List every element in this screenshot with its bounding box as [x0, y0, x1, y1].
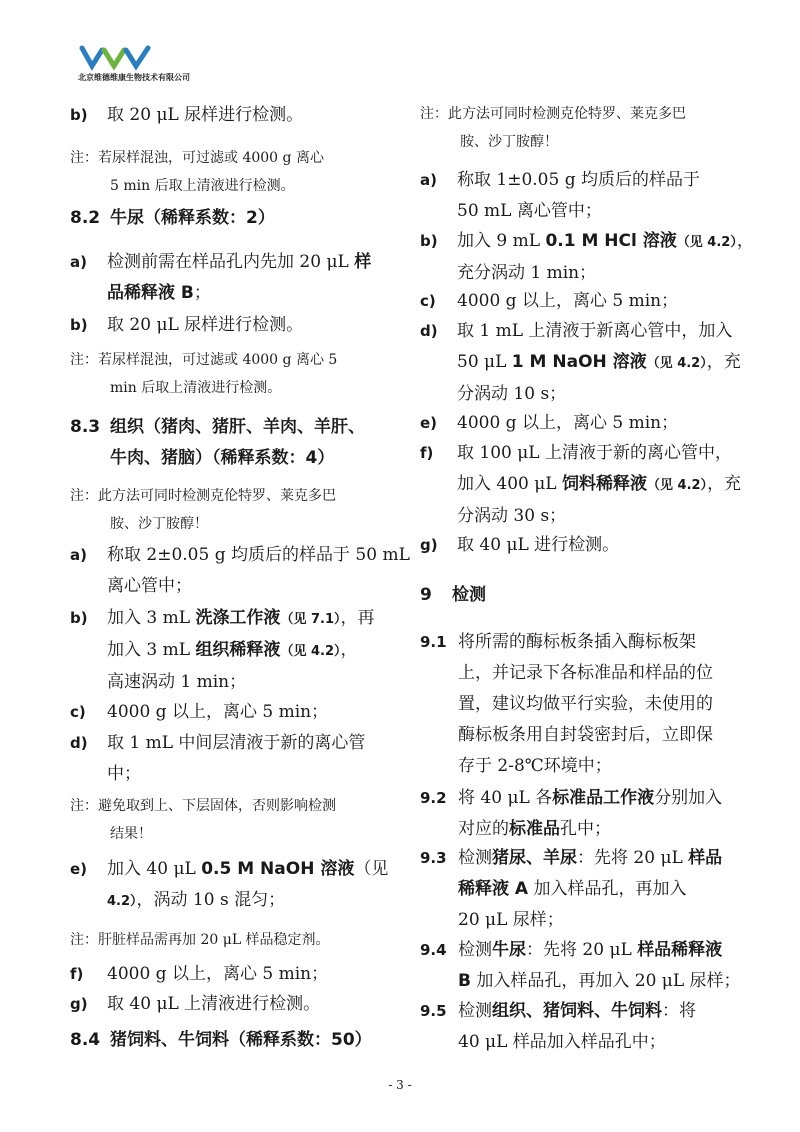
note: 注：若尿样混浊，可过滤或 4000 g 离心 5 min 后取上清液进行检测。: [70, 352, 338, 396]
company-name: 北京维德维康生物技术有限公司: [78, 73, 190, 82]
page-number: - 3 -: [388, 1078, 412, 1092]
note: 注：此方法可同时检测克伦特罗、莱克多巴 胺、沙丁胺醇！: [420, 106, 686, 150]
company-logo: [78, 44, 208, 84]
note: 注：此方法可同时检测克伦特罗、莱克多巴 胺、沙丁胺醇！: [70, 488, 336, 532]
note: 注：若尿样混浊，可过滤或 4000 g 离心 5 min 后取上清液进行检测。: [70, 150, 324, 194]
logo-mark-icon: [78, 44, 168, 72]
note: 注：肝脏样品需再加 20 μL 样品稳定剂。: [70, 932, 330, 948]
note: 注：避免取到上、下层固体，否则影响检测 结果！: [70, 798, 336, 842]
